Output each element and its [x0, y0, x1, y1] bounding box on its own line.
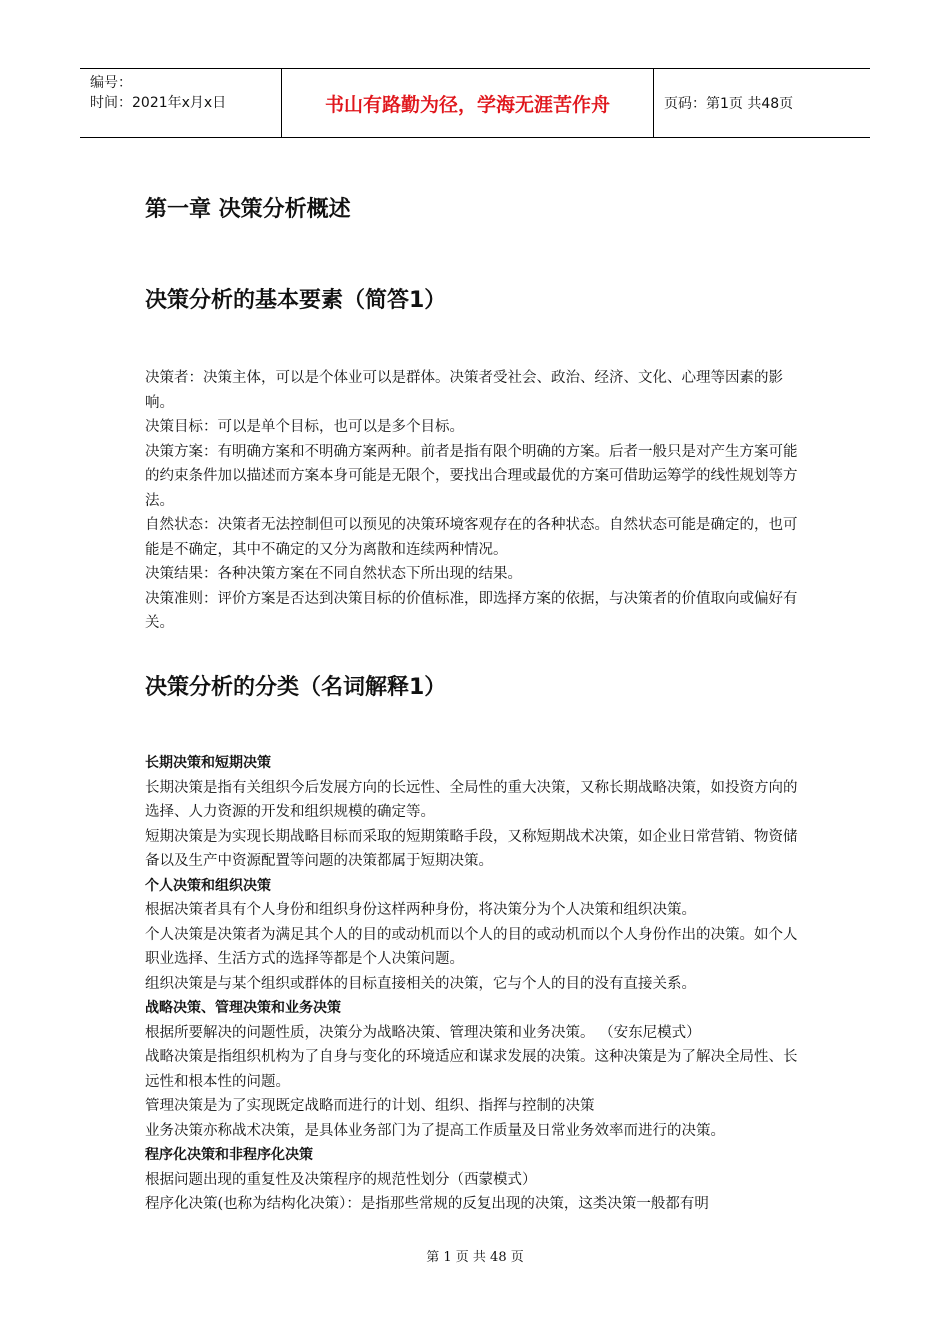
- paragraph: 决策结果：各种决策方案在不同自然状态下所出现的结果。: [145, 566, 522, 582]
- paragraph: 管理决策是为了实现既定战略而进行的计划、组织、指挥与控制的决策: [145, 1098, 595, 1114]
- subsection-heading: 战略决策、管理决策和业务决策: [145, 1000, 341, 1016]
- paragraph: 决策者：决策主体，可以是个体业可以是群体。决策者受社会、政治、经济、文化、心理等因素的影响。: [145, 370, 783, 411]
- paragraph: 根据决策者具有个人身份和组织身份这样两种身份，将决策分为个人决策和组织决策。: [145, 902, 696, 918]
- subsection-heading: 程序化决策和非程序化决策: [145, 1147, 313, 1163]
- subsection-heading: 长期决策和短期决策: [145, 755, 271, 771]
- paragraph: 自然状态：决策者无法控制但可以预见的决策环境客观存在的各种状态。自然状态可能是确定的，也可能是不确定，其中不确定的又分为离散和连续两种情况。: [145, 517, 798, 558]
- number-label: 编号：: [90, 75, 132, 91]
- header-motto: 书山有路勤为径，学海无涯苦作舟: [282, 69, 654, 137]
- paragraph: 程序化决策(也称为结构化决策）：是指那些常规的反复出现的决策，这类决策一般都有明: [145, 1196, 709, 1212]
- paragraph: 个人决策是决策者为满足其个人的目的或动机而以个人的目的或动机而以个人身份作出的决策。如个人职业选择、生活方式的选择等都是个人决策问题。: [145, 926, 798, 967]
- paragraph: 决策目标：可以是单个目标，也可以是多个目标。: [145, 419, 464, 435]
- paragraph: 根据问题出现的重复性及决策程序的规范性划分（西蒙模式）: [145, 1171, 537, 1188]
- section-elements-body: [145, 366, 810, 636]
- subsection-heading: 个人决策和组织决策: [145, 877, 271, 894]
- paragraph: 短期决策是为实现长期战略目标而采取的短期策略手段，又称短期战术决策，如企业日常营销、物资储备以及生产中资源配置等问题的决策都属于短期决策。: [145, 828, 798, 869]
- header-page-info: 页码：第1页 共48页: [664, 96, 794, 112]
- page-header: [80, 68, 870, 138]
- paragraph: 根据所要解决的问题性质，决策分为战略决策、管理决策和业务决策。 （安东尼模式）: [145, 1024, 701, 1041]
- section-classification-body: [145, 751, 810, 1217]
- paragraph: 战略决策是指组织机构为了自身与变化的环境适应和谋求发展的决策。这种决策是为了解决全局性、长远性和根本性的问题。: [145, 1049, 798, 1090]
- header-meta: [80, 69, 282, 137]
- section-title-elements: 决策分析的基本要素（简答1）: [145, 288, 447, 313]
- paragraph: 长期决策是指有关组织今后发展方向的长远性、全局性的重大决策，又称长期战略决策，如投资方向的选择、人力资源的开发和组织规模的确定等。: [145, 779, 798, 820]
- time-label: 时间：2021年x月x日: [90, 95, 227, 111]
- paragraph: 组织决策是与某个组织或群体的目标直接相关的决策，它与个人的目的没有直接关系。: [145, 975, 696, 992]
- page-footer: 第 1 页 共 48 页: [426, 1250, 524, 1265]
- paragraph: 业务决策亦称战术决策，是具体业务部门为了提高工作质量及日常业务效率而进行的决策。: [145, 1122, 725, 1139]
- section-title-classification: 决策分析的分类（名词解释1）: [145, 675, 447, 700]
- chapter-title: 第一章 决策分析概述: [145, 197, 351, 222]
- paragraph: 决策准则：评价方案是否达到决策目标的价值标准，即选择方案的依据，与决策者的价值取向或偏好有关。: [145, 590, 798, 631]
- paragraph: 决策方案：有明确方案和不明确方案两种。前者是指有限个明确的方案。后者一般只是对产生方案可能的约束条件加以描述而方案本身可能是无限个，要找出合理或最优的方案可借助运筹学的线性规划等方法。: [145, 443, 798, 509]
